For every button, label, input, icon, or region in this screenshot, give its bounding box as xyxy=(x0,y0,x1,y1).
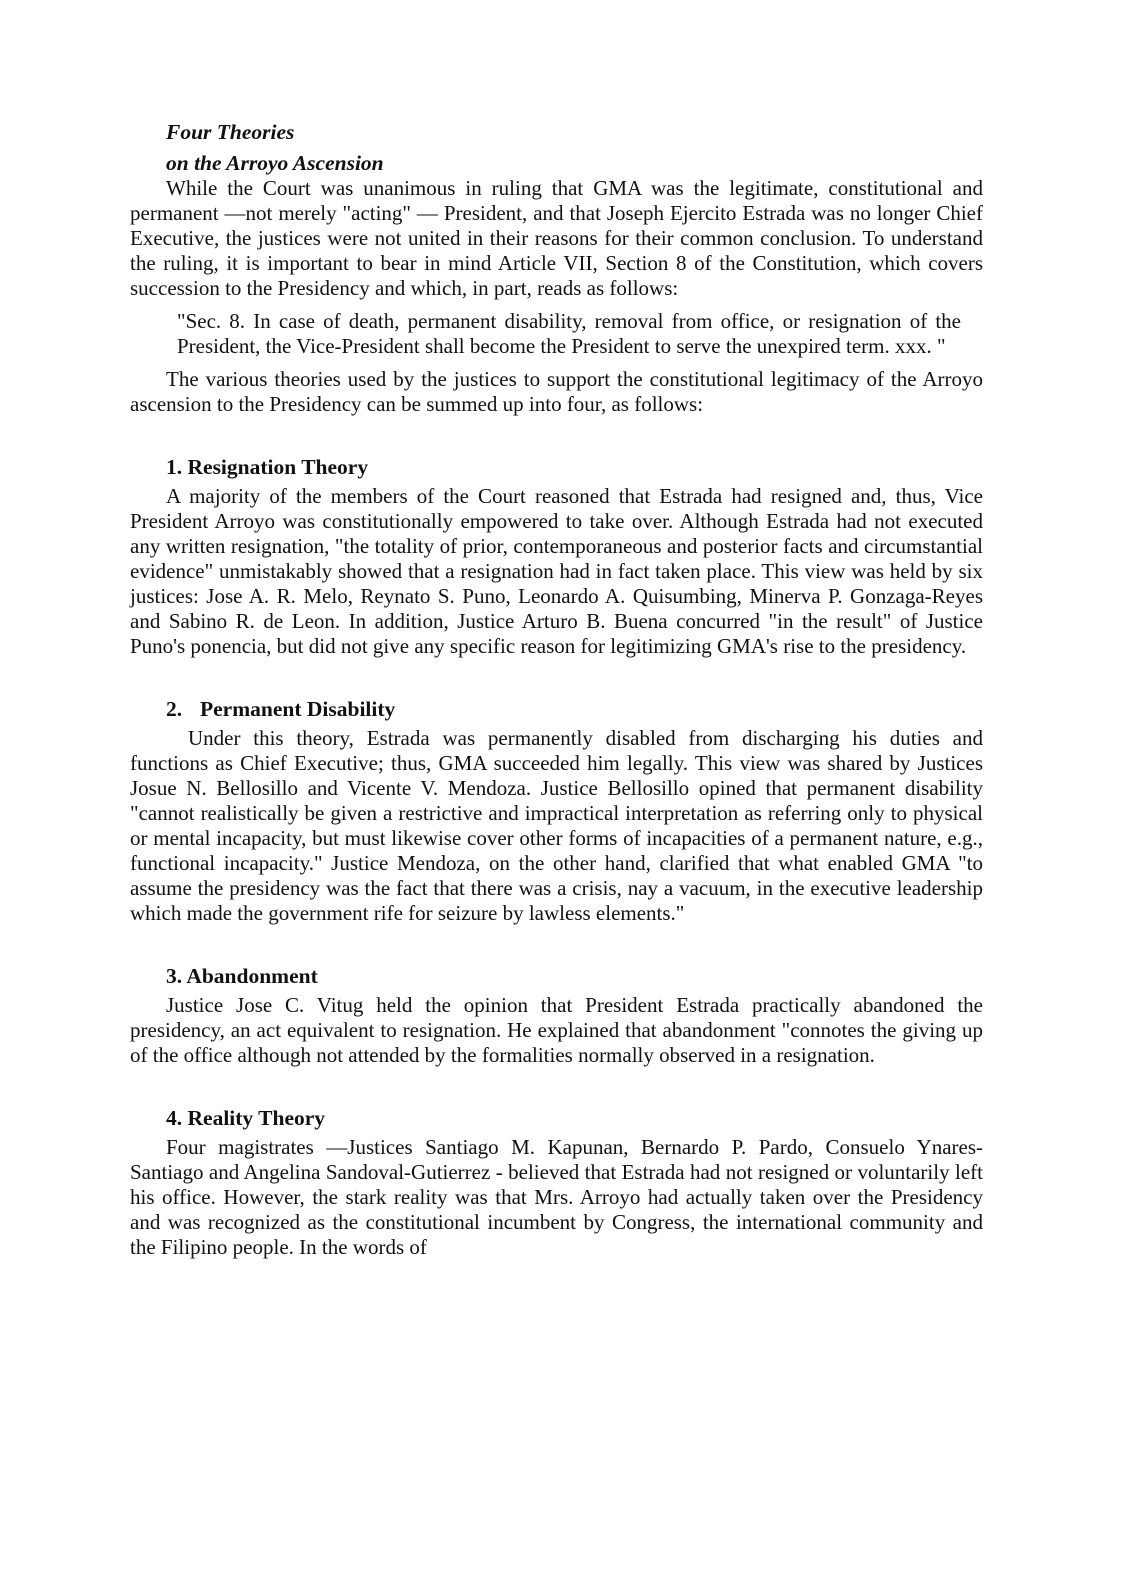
section-body-abandonment: Justice Jose C. Vitug held the opinion that President Estrada practically abandoned the presidency, an act equivalent to resignation. He explained that abandonment "connotes the giving up of the office although not attended by the formalities normally observed in a resignation. xyxy=(130,993,983,1067)
section-number: 4. xyxy=(166,1106,183,1130)
intro-paragraph: While the Court was unanimous in ruling that GMA was the legitimate, constitutional and permanent —not merely "acting" — President, and that Joseph Ejercito Estrada was no longer Chief Executive, the justices were not united in their reasons for their common conclusion. To understand the ruling, it is important to bear in mind Article VII, Section 8 of the Constitution, which covers succession to the Presidency and which, in part, reads as follows: xyxy=(130,176,983,300)
section-heading-resignation xyxy=(166,455,983,480)
section-title: Abandonment xyxy=(186,964,318,988)
section-heading-abandonment xyxy=(166,964,983,989)
section-heading-permanent-disability xyxy=(166,697,983,722)
section-body-permanent-disability: Under this theory, Estrada was permanently disabled from discharging his duties and functions as Chief Executive; thus, GMA succeeded him legally. This view was shared by Justices Josue N. Bellosillo and Vicente V. Mendoza. Justice Bellosillo opined that permanent disability "cannot realistically be given a restrictive and impractical interpretation as referring only to physical or mental incapacity, but must likewise cover other forms of incapacities of a permanent nature, e.g., functional incapacity." Justice Mendoza, on the other hand, clarified that what enabled GMA "to assume the presidency was the fact that there was a crisis, nay a vacuum, in the executive leadership which made the government rife for seizure by lawless elements." xyxy=(130,726,983,925)
section-number: 2. xyxy=(166,697,183,721)
heading-line-1: Four Theories xyxy=(166,120,295,144)
section-number: 1. xyxy=(166,455,183,479)
constitution-quote: "Sec. 8. In case of death, permanent disability, removal from office, or resignation of the President, the Vice-President shall become the President to serve the unexpired term. xxx. " xyxy=(177,309,961,358)
document-page xyxy=(130,117,983,1260)
section-title: Reality Theory xyxy=(187,1106,326,1130)
section-title: Permanent Disability xyxy=(200,697,396,721)
section-number: 3. xyxy=(166,964,183,988)
section-heading-reality xyxy=(166,1106,983,1131)
section-body-resignation: A majority of the members of the Court reasoned that Estrada had resigned and, thus, Vice President Arroyo was constitutionally empowered to take over. Although Estrada had not executed any written resignation, "the totality of prior, contemporaneous and posterior facts and circumstantial evidence" unmistakably showed that a resignation had in fact taken place. This view was held by six justices: Jose A. R. Melo, Reynato S. Puno, Leonardo A. Quisumbing, Minerva P. Gonzaga-Reyes and Sabino R. de Leon. In addition, Justice Arturo B. Buena concurred "in the result" of Justice Puno's ponencia, but did not give any specific reason for legitimizing GMA's rise to the presidency. xyxy=(130,484,983,658)
heading-line-2: on the Arroyo Ascension xyxy=(166,151,384,175)
intro-summary: The various theories used by the justices to support the constitutional legitimacy of the Arroyo ascension to the Presidency can be summed up into four, as follows: xyxy=(130,367,983,416)
section-title: Resignation Theory xyxy=(187,455,369,479)
section-body-reality: Four magistrates —Justices Santiago M. Kapunan, Bernardo P. Pardo, Consuelo Ynares-Santiago and Angelina Sandoval-Gutierrez - believed that Estrada had not resigned or voluntarily left his office. However, the stark reality was that Mrs. Arroyo had actually taken over the Presidency and was recognized as the constitutional incumbent by Congress, the international community and the Filipino people. In the words of xyxy=(130,1135,983,1259)
